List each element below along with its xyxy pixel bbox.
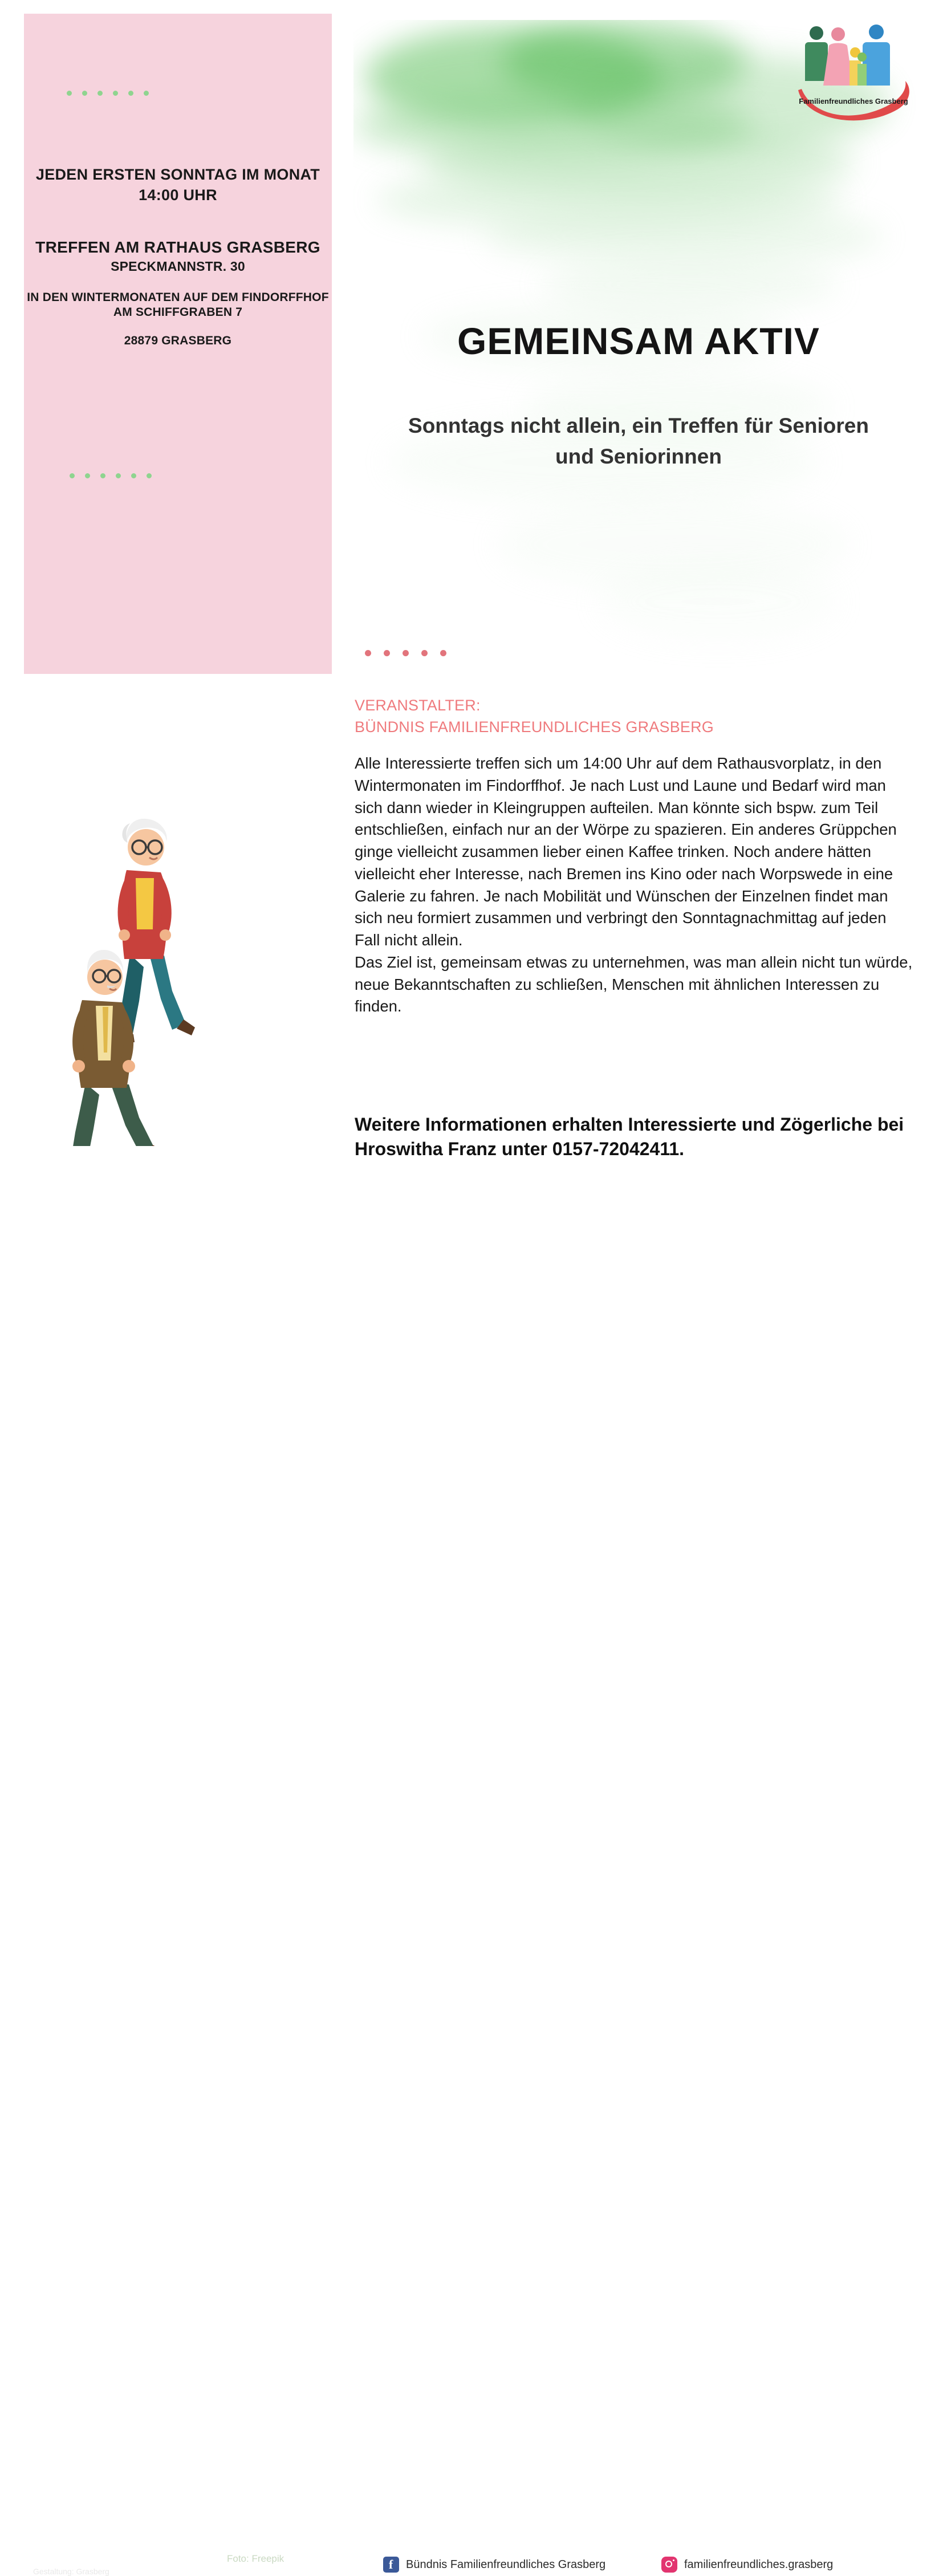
dot-icon <box>144 91 149 96</box>
organiser-block <box>355 694 913 738</box>
dot-icon <box>131 473 136 478</box>
body-text <box>355 753 913 1018</box>
dot-divider-middle <box>365 650 446 656</box>
dot-icon <box>128 91 133 96</box>
dot-icon <box>82 91 87 96</box>
page-title: GEMEINSAM AKTIV <box>457 320 820 362</box>
dot-icon <box>147 473 152 478</box>
instagram-link[interactable] <box>661 2557 833 2573</box>
event-winter-location: IN DEN WINTERMONATEN AUF DEM FINDORFFHOF AM SCHIFFGRABEN 7 <box>27 290 329 319</box>
dot-icon <box>365 650 371 656</box>
photo-credit: Foto: Freepik <box>227 2553 284 2564</box>
dot-icon <box>384 650 390 656</box>
facebook-icon <box>383 2557 399 2573</box>
walkers-graphic <box>63 736 251 1146</box>
contact-info: Weitere Informationen erhalten Interessierte und Zögerliche bei Hroswitha Franz unter 0157-72042411. <box>355 1114 904 1159</box>
dot-icon <box>70 473 75 478</box>
dot-divider-top <box>67 91 149 96</box>
event-location-street: SPECKMANNSTR. 30 <box>111 258 245 274</box>
logo-caption: Familienfreundliches Grasberg <box>799 97 908 105</box>
dot-divider-bottom <box>70 473 152 478</box>
organiser-name: BÜNDNIS FAMILIENFREUNDLICHES GRASBERG <box>355 718 714 736</box>
event-location-title: TREFFEN AM RATHAUS GRASBERG <box>35 238 320 257</box>
senior-walkers-illustration <box>63 736 251 1146</box>
facebook-link[interactable] <box>383 2557 605 2573</box>
body-paragraph-2: Das Ziel ist, gemeinsam etwas zu unternehmen, was man allein nicht tun würde, neue Bekanntschaften zu schließen, Menschen mit ähnlichen Interessen zu finden. <box>355 953 913 1015</box>
design-credit: Gestaltung: Grasberg <box>33 2567 109 2576</box>
instagram-icon <box>661 2557 677 2573</box>
dot-icon <box>67 91 72 96</box>
dot-icon <box>97 91 103 96</box>
page-subtitle: Sonntags nicht allein, ein Treffen für Senioren und Seniorinnen <box>408 414 869 468</box>
event-when: JEDEN ERSTEN SONNTAG IM MONAT 14:00 UHR <box>35 166 320 204</box>
facebook-label: Bündnis Familienfreundliches Grasberg <box>406 2558 606 2571</box>
dot-icon <box>421 650 428 656</box>
dot-icon <box>116 473 121 478</box>
dot-icon <box>100 473 105 478</box>
dot-icon <box>403 650 409 656</box>
organiser-label: VERANSTALTER: <box>355 697 481 714</box>
instagram-label: familienfreundliches.grasberg <box>684 2558 834 2571</box>
event-city: 28879 GRASBERG <box>124 334 232 348</box>
dot-icon <box>113 91 118 96</box>
logo-graphic <box>794 17 913 131</box>
footer <box>0 1271 943 2576</box>
info-panel <box>24 14 332 674</box>
event-details <box>24 165 332 348</box>
logo <box>794 17 913 131</box>
dot-icon <box>440 650 446 656</box>
body-paragraph-1: Alle Interessierte treffen sich um 14:00 Uhr auf dem Rathausvorplatz, in den Wintermonaten im Findorffhof. Je nach Lust und Laune und Bedarf wird man sich dann wieder in Kleingruppen aufteilen. Man könnte sich bspw. zum Teil entschließen, einfach nur an der Wörpe zu spazieren. Ein anderes Grüppchen ginge vielleicht zusammen lieber einen Kaffee trinken. Noch andere hätten vielleicht eher Interesse, nach Bremen ins Kino oder nach Worpswede in eine Galerie zu fahren. Je nach Mobilität und Wünschen der Einzelnen findet man sich neu formiert zusammen und verbringt den Sonntagnachmittag auf jeden Fall nicht allein. <box>355 754 897 949</box>
dot-icon <box>85 473 90 478</box>
